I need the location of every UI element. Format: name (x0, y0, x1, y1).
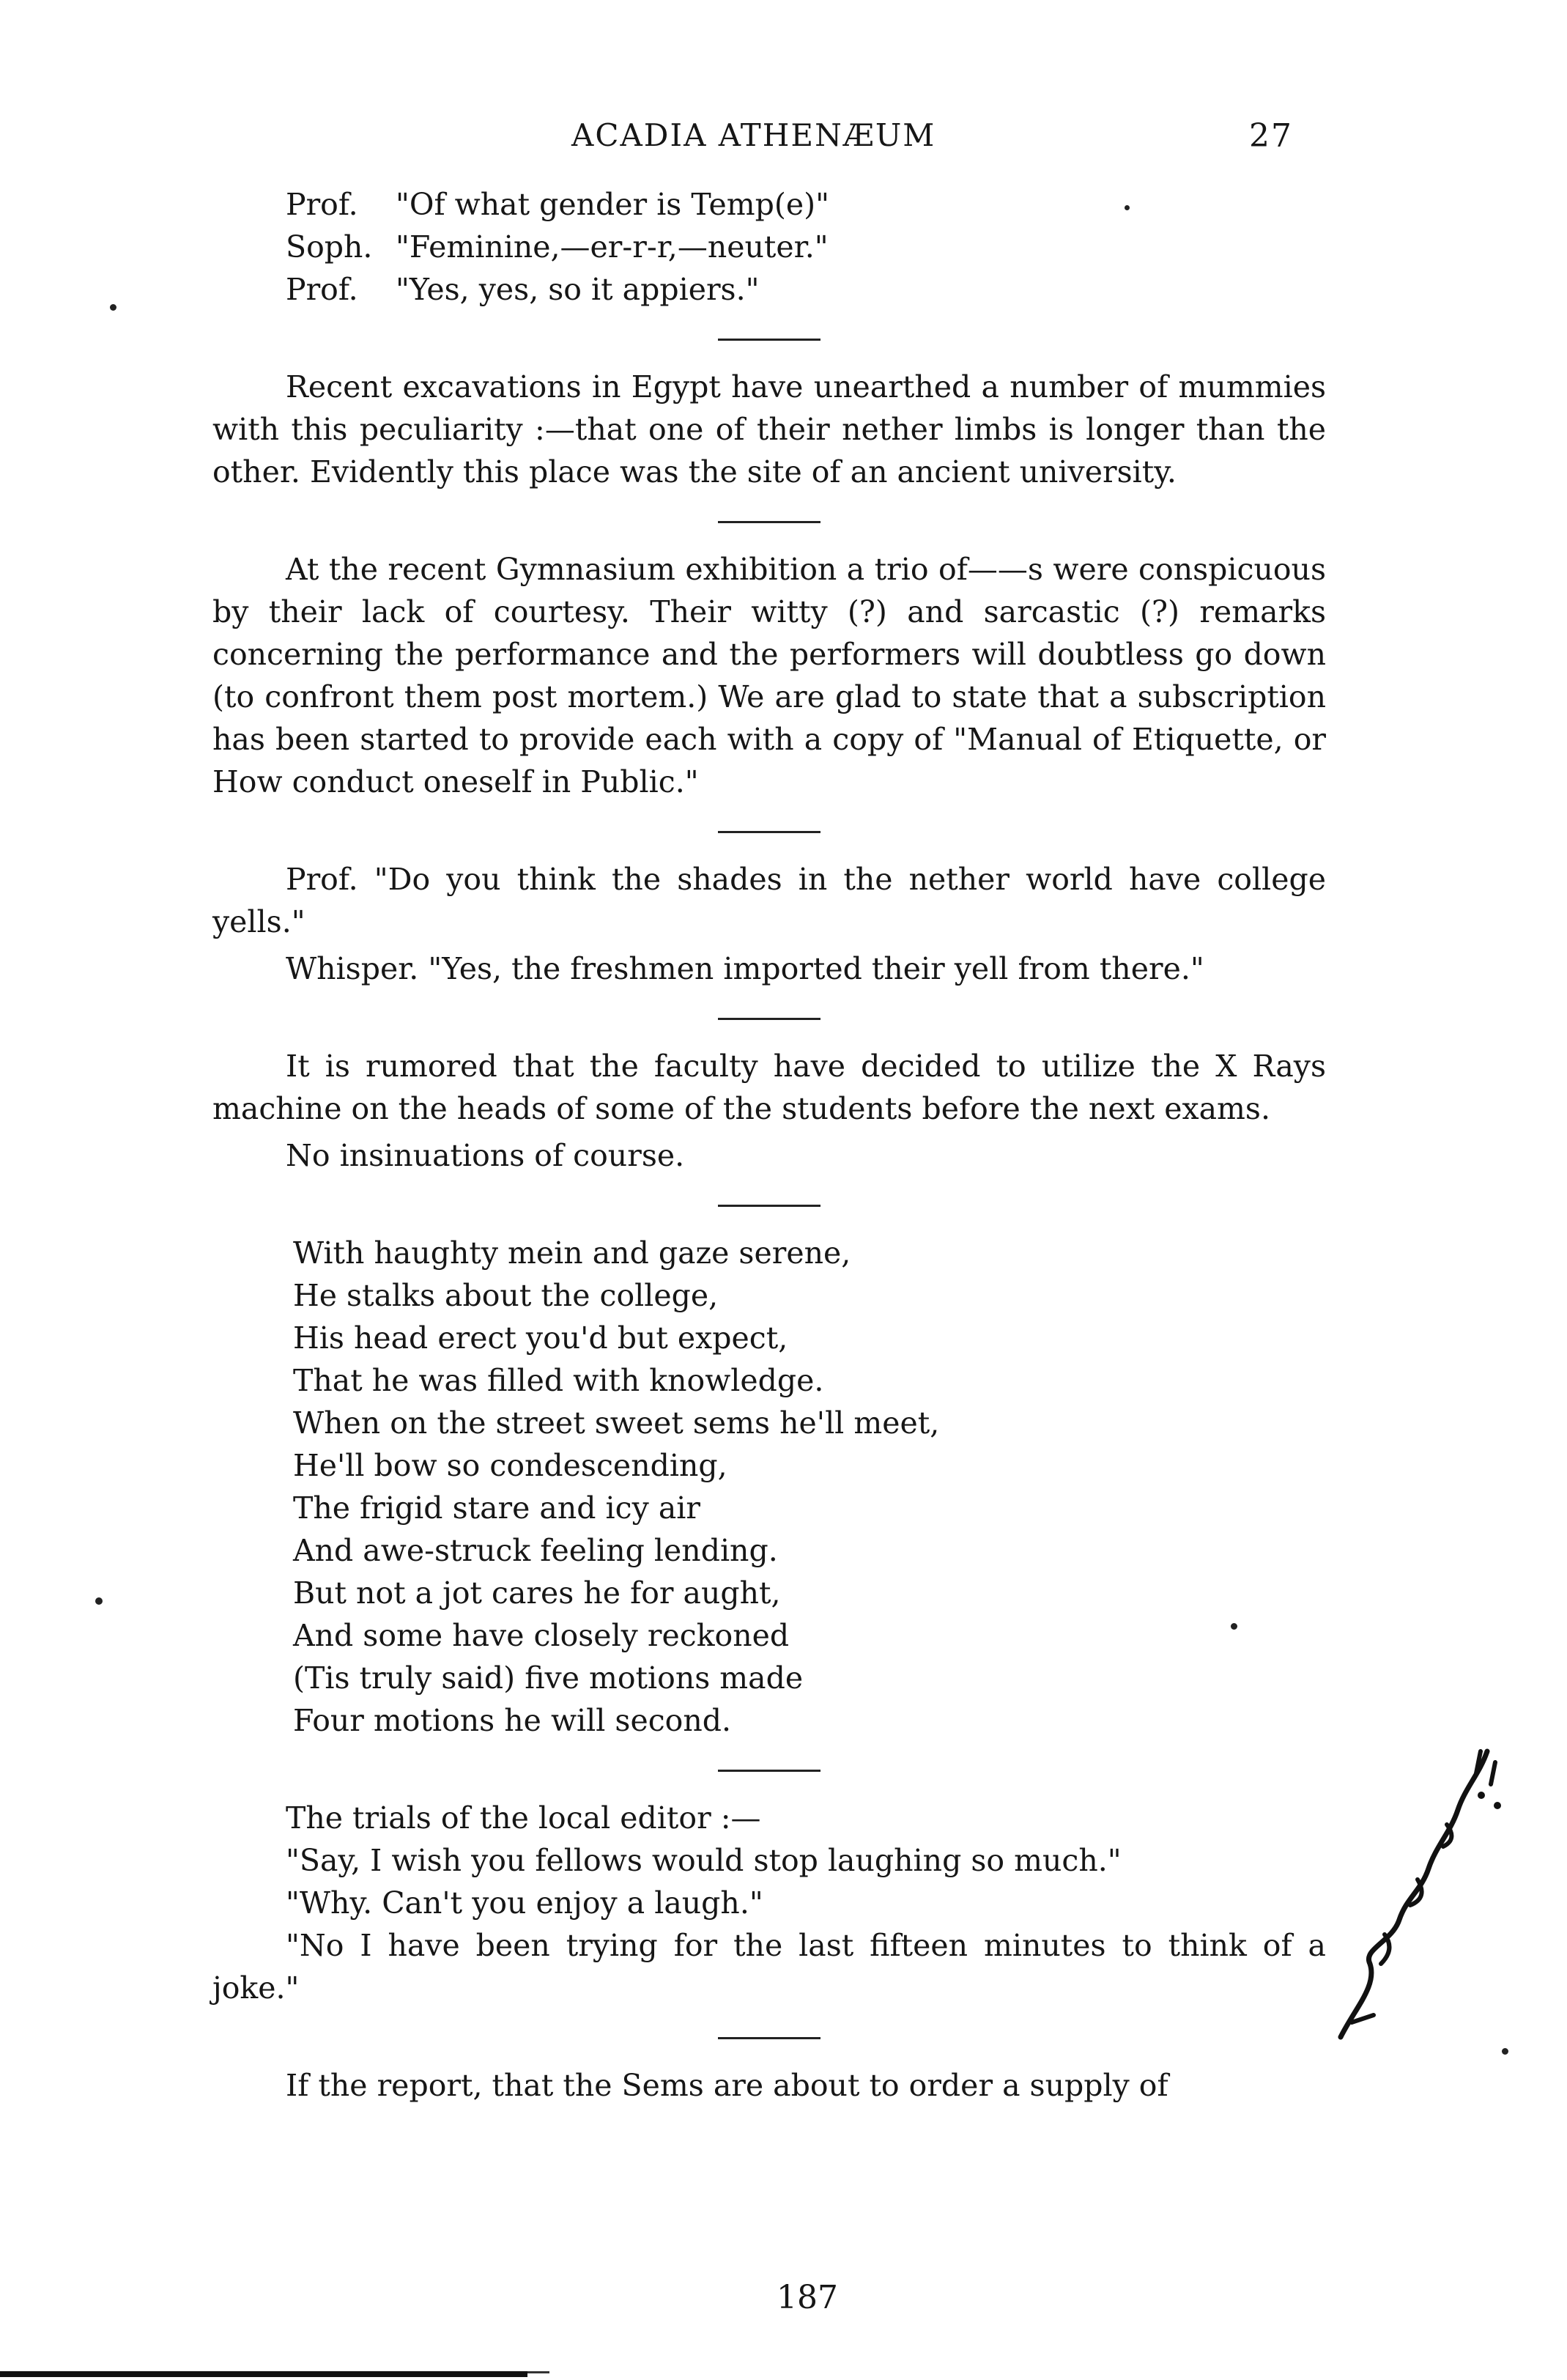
paragraph-egypt: Recent excavations in Egypt have unearthed a number of mummies with this peculiarity :—that one of their nether limbs is longer than the other. Evidently this place was the site of an ancient university. (212, 369, 1326, 489)
section-divider (718, 521, 820, 523)
scan-edge-bar (0, 2371, 527, 2377)
poem-line: His head erect you'd but expect, (293, 1320, 788, 1356)
speaker: Soph. (286, 229, 373, 265)
poem-line: The frigid stare and icy air (293, 1490, 700, 1526)
scan-speck (1231, 1623, 1237, 1630)
poem-line: But not a jot cares he for aught, (293, 1575, 781, 1611)
poem-line: Four motions he will second. (293, 1703, 732, 1738)
paragraph-xrays-note: No insinuations of course. (286, 1138, 685, 1173)
poem-line: And awe-struck feeling lending. (293, 1533, 778, 1568)
speaker: Prof. (286, 187, 358, 222)
scan-speck (110, 304, 116, 311)
section-divider (718, 1018, 820, 1020)
paragraph-gymnasium: At the recent Gymnasium exhibition a trio of——s were conspicuous by their lack of courtesy. Their witty (?) and sarcastic (?) remarks concerning the performance and the performers will doubtless go down (to confront them post mortem.) We are glad to state that a subscription has been started to provide each with a copy of "Manual of Etiquette, or How conduct oneself in Public." (212, 552, 1326, 799)
dialogue-line (286, 183, 1326, 226)
editor-line: "No I have been trying for the last fifteen minutes to think of a joke." (212, 1928, 1326, 2006)
editor-trials (212, 1797, 1326, 1924)
scan-speck (95, 1597, 103, 1605)
section-divider (718, 1770, 820, 1772)
poem-line: (Tis truly said) five motions made (293, 1660, 804, 1696)
editor-intro: The trials of the local editor :— (286, 1800, 761, 1836)
paragraph-shades-answer: Whisper. "Yes, the freshmen imported their yell from there." (286, 951, 1204, 986)
section-divider (718, 1205, 820, 1207)
poem-line: With haughty mein and gaze serene, (293, 1235, 851, 1271)
scan-speck (1502, 2048, 1508, 2055)
scan-speck (1125, 205, 1130, 210)
line-text: "Yes, yes, so it appiers." (396, 272, 760, 307)
speaker: Prof. (286, 272, 358, 307)
dialogue-line (286, 268, 1326, 311)
line-text: "Feminine,—er-r-r,—neuter." (396, 229, 829, 265)
paragraph-sems: If the report, that the Sems are about to order a supply of (286, 2068, 1168, 2103)
paragraph-shades-question: Prof. "Do you think the shades in the nether world have college yells." (212, 862, 1326, 939)
paragraph-xrays: It is rumored that the faculty have decided to utilize the X Rays machine on the heads of some of the students before the next exams. (212, 1049, 1326, 1126)
scan-edge-bar (527, 2371, 549, 2373)
poem-line: That he was filled with knowledge. (293, 1363, 824, 1398)
editor-line: "Say, I wish you fellows would stop laughing so much." (286, 1843, 1122, 1878)
editor-line: "Why. Can't you enjoy a laugh." (286, 1885, 763, 1921)
section-divider (718, 339, 820, 341)
poem-line: He'll bow so condescending, (293, 1448, 727, 1483)
signature-number: 187 (777, 2279, 838, 2316)
page-number: 27 (1249, 117, 1293, 155)
section-divider (718, 831, 820, 833)
journal-title: ACADIA ATHENÆUM (571, 117, 936, 153)
handwritten-margin-note (1311, 1744, 1531, 2052)
running-header (571, 117, 1304, 153)
poem (212, 1232, 1326, 1742)
section-divider (718, 2037, 820, 2039)
dialogue-line (286, 226, 1326, 268)
dialogue-gender (212, 183, 1326, 311)
poem-line: He stalks about the college, (293, 1278, 719, 1313)
poem-line: When on the street sweet sems he'll meet, (293, 1405, 940, 1441)
line-text: "Of what gender is Temp(e)" (396, 187, 830, 222)
poem-line: And some have closely reckoned (293, 1618, 790, 1653)
article-body (212, 183, 1326, 2107)
